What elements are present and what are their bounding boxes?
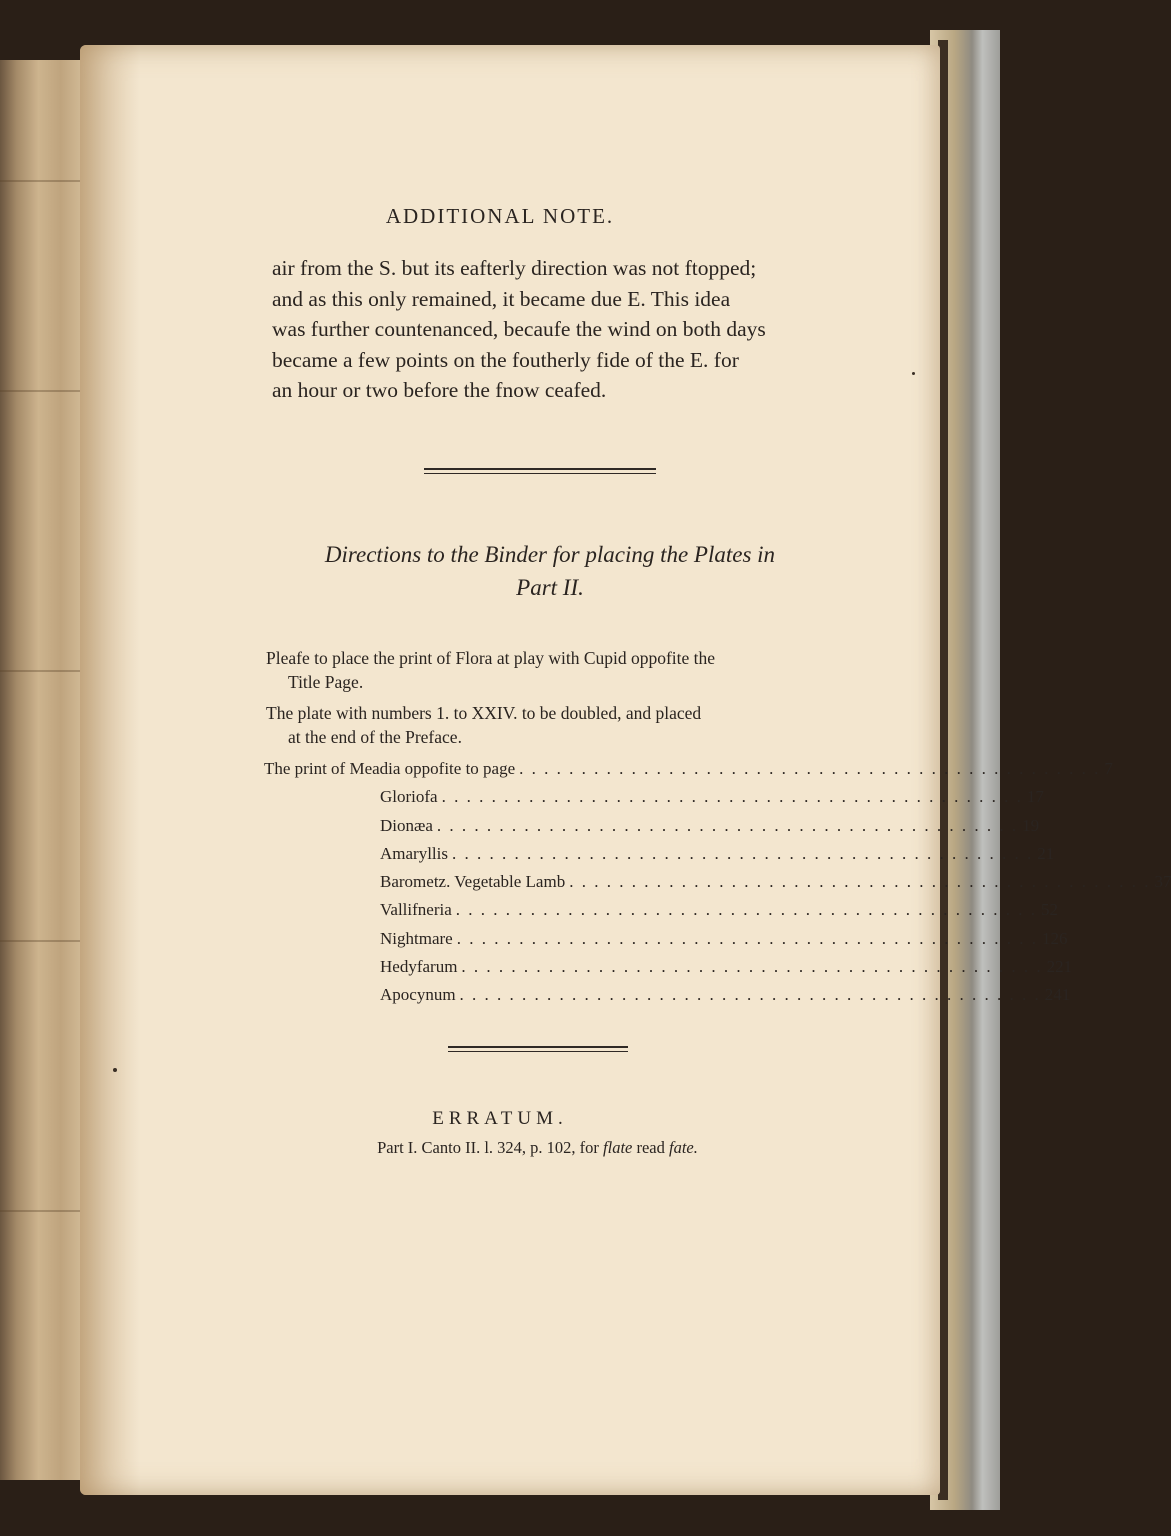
leader-dots: . . . . . . . . . . . . . . . . . . . . . . . . . . . . . . . . . . . . . . . . . . . . . . . — [441, 787, 1023, 807]
plate-row — [264, 812, 1040, 840]
directions-title — [255, 538, 845, 604]
plate-row — [264, 840, 1055, 868]
note-paragraph — [272, 253, 842, 406]
leader-dots: . . . . . . . . . . . . . . . . . . . . . . . . . . . . . . . . . . . . . . . . . . . . . . . — [461, 957, 1043, 977]
erratum-title: ERRATUM. — [432, 1108, 568, 1129]
directions-title-line1: Directions to the Binder for placing the Plates in — [324, 542, 776, 567]
plate-row — [264, 925, 1068, 953]
plate-page-number: 126 — [1041, 928, 1068, 948]
ink-speck — [912, 372, 915, 375]
erratum-prefix: Part I. Canto II. l. 324, p. 102, for — [377, 1138, 599, 1157]
leader-dots: . . . . . . . . . . . . . . . . . . . . . . . . . . . . . . . . . . . . . . . . . . . . . . . — [456, 928, 1038, 948]
erratum-wrong-word: flate — [603, 1138, 633, 1157]
paragraph-line: was further countenanced, becaufe the wind on both days — [272, 317, 766, 341]
plate-row — [264, 783, 1044, 811]
plate-name: Amaryllis — [380, 843, 448, 863]
plate-name: Barometz. Vegetable Lamb — [380, 872, 566, 892]
plate-name: The print of Meadia oppofite to page — [264, 759, 516, 778]
erratum-divider — [448, 1046, 628, 1048]
leader-dots: . . . . . . . . . . . . . . . . . . . . . . . . . . . . . . . . . . . . . . . . . . . . . . . — [519, 759, 1101, 778]
leader-dots: . . . . . . . . . . . . . . . . . . . . . . . . . . . . . . . . . . . . . . . . . . . . . . . — [436, 815, 1019, 835]
binder-instruction-2 — [266, 701, 846, 749]
erratum-correct-word: fate. — [669, 1138, 698, 1157]
erratum-text — [0, 1138, 1075, 1158]
plate-name: Dionæa — [380, 815, 433, 835]
paragraph-line: and as this only remained, it became due E. This idea — [272, 286, 731, 311]
plate-name: Nightmare — [380, 928, 453, 948]
section-divider-thin — [424, 473, 656, 474]
plate-page-number: 17 — [1026, 787, 1044, 807]
plate-name: Hedyfarum — [380, 957, 458, 977]
plate-name: Vallifneria — [380, 900, 452, 920]
instruction-line: at the end of the Preface. — [288, 727, 462, 747]
ink-speck — [113, 1068, 117, 1072]
plate-row — [264, 755, 1113, 783]
plate-row — [264, 953, 1073, 981]
instruction-line: Pleafe to place the print of Flora at play with Cupid oppofite the — [266, 648, 716, 668]
plate-name: Apocynum — [380, 985, 456, 1005]
directions-title-line2: Part II. — [516, 575, 584, 600]
page-edge-stain — [80, 45, 140, 1495]
plate-row — [264, 981, 1071, 1009]
leader-dots: . . . . . . . . . . . . . . . . . . . . . . . . . . . . . . . . . . . . . . . . . . . . . . . — [569, 872, 1151, 892]
erratum-read: read — [636, 1138, 665, 1157]
paragraph-line: became a few points on the foutherly fide of the E. for — [272, 347, 739, 372]
plate-page-number: 7 — [1104, 759, 1113, 778]
leader-dots: . . . . . . . . . . . . . . . . . . . . . . . . . . . . . . . . . . . . . . . . . . . . . . . — [459, 985, 1041, 1005]
plate-page-number: 241 — [1044, 985, 1071, 1005]
instruction-line: Title Page. — [288, 672, 364, 692]
instruction-line: The plate with numbers 1. to XXIV. to be doubled, and placed — [266, 703, 702, 723]
plate-name: Gloriofa — [380, 787, 438, 807]
section-divider — [424, 468, 656, 470]
plate-page-number: 37 — [1154, 872, 1171, 892]
plate-page-number: 21 — [1037, 843, 1055, 863]
binder-instruction-1 — [266, 646, 846, 694]
plate-page-number: 19 — [1022, 815, 1040, 835]
paragraph-line: an hour or two before the fnow ceafed. — [272, 378, 607, 402]
paragraph-line: air from the S. but its eafterly direction was not ftopped; — [272, 256, 757, 280]
plate-list — [264, 755, 1171, 1010]
plate-row — [264, 896, 1058, 924]
plate-page-number: 221 — [1046, 957, 1073, 977]
plate-page-number: 52 — [1041, 900, 1058, 920]
leader-dots: . . . . . . . . . . . . . . . . . . . . . . . . . . . . . . . . . . . . . . . . . . . . . . . — [452, 843, 1034, 863]
running-head: ADDITIONAL NOTE. — [385, 204, 615, 228]
plate-row — [264, 868, 1171, 896]
erratum-divider-thin — [448, 1051, 628, 1052]
leader-dots: . . . . . . . . . . . . . . . . . . . . . . . . . . . . . . . . . . . . . . . . . . . . . . . — [455, 900, 1037, 920]
